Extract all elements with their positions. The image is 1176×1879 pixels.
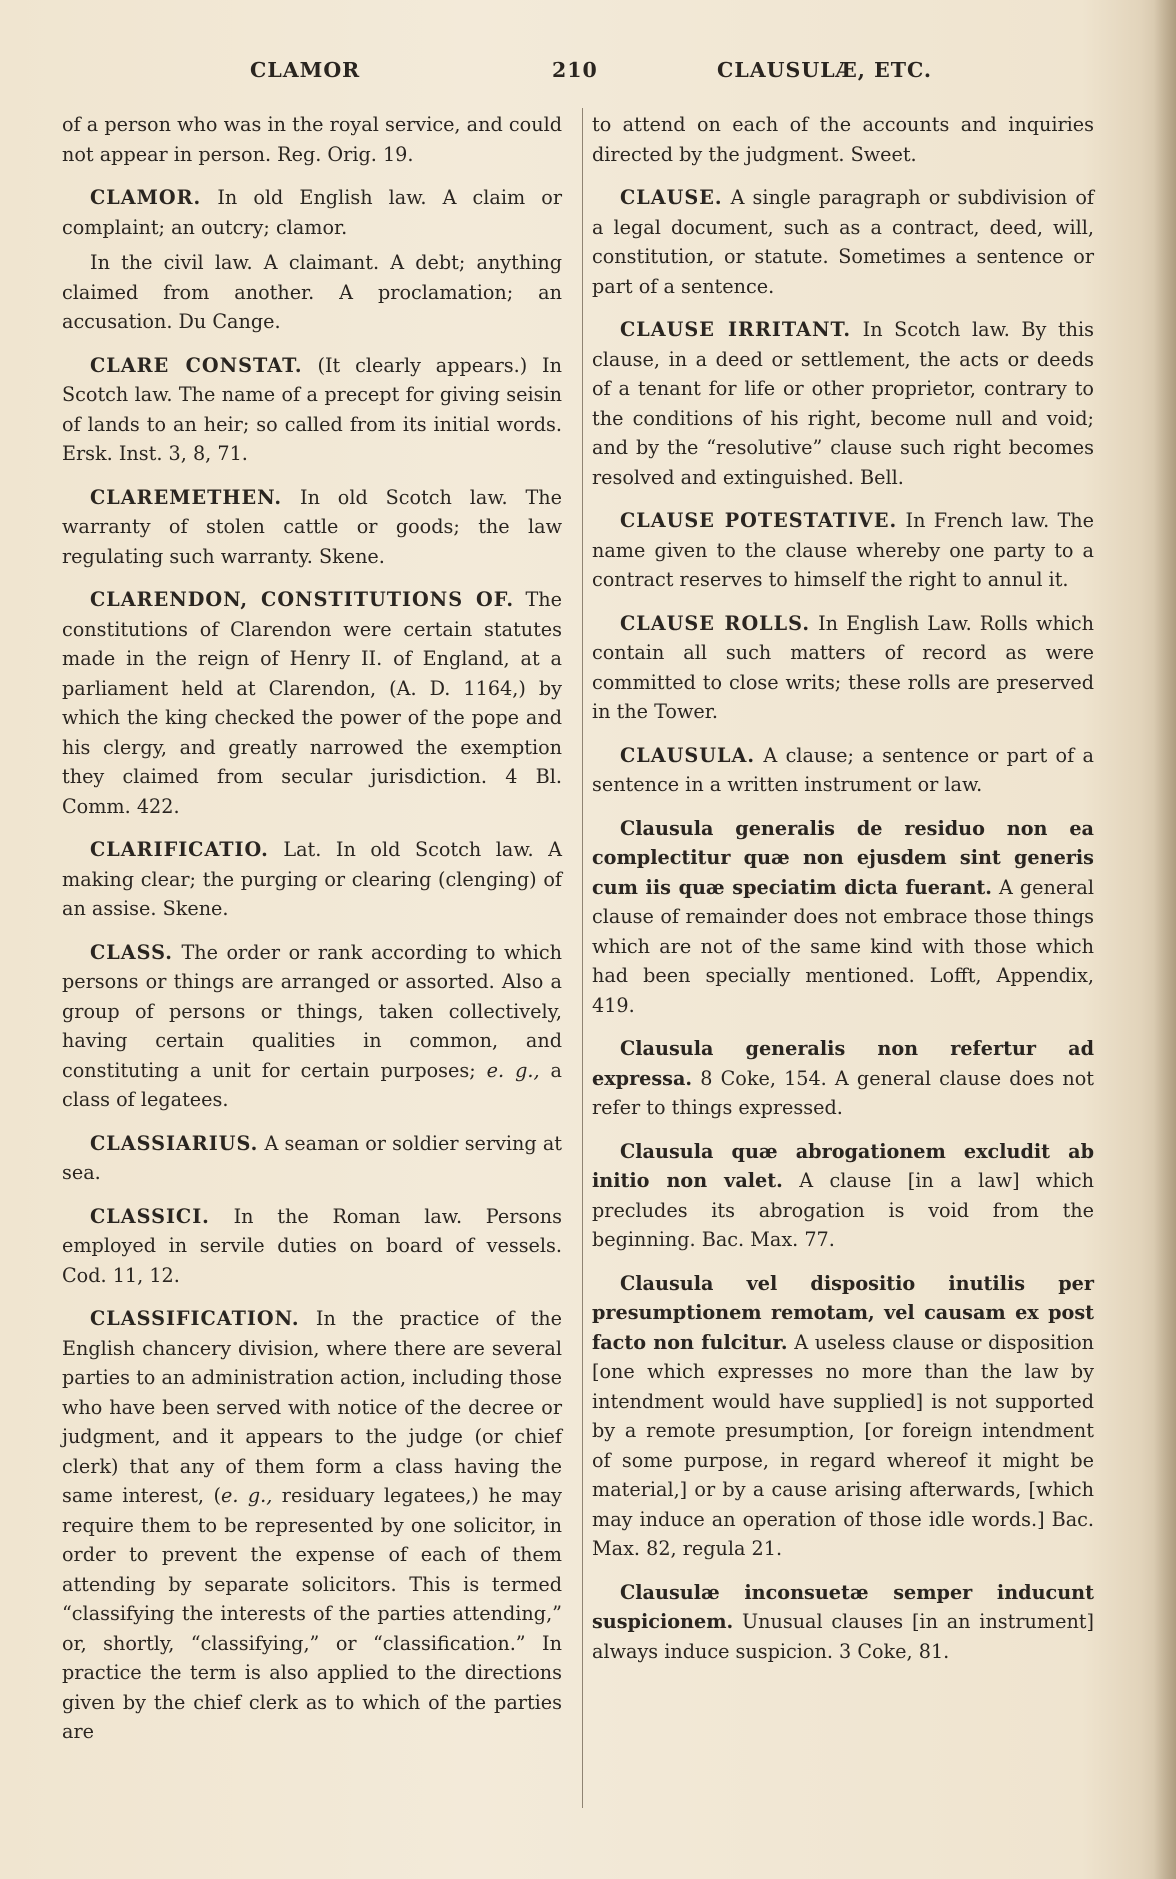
entry-text: A useless clause or disposition [one which expresses no more than the law by intendment would have supplied] is not supported by a remote presumption, [or foreign intendment of some purpose, in regard whereof it might be material,] or by a cause arising afterwards, [which may induce an operation of those idle words.] Bac. Max. 82, regula 21. — [592, 1330, 1094, 1560]
entry-classici — [62, 1202, 562, 1291]
entry-claremethen — [62, 483, 562, 572]
entry-text: In the civil law. A claimant. A debt; anything claimed from another. A proclamation; an accusation. Du Cange. — [62, 251, 562, 333]
left-column — [62, 110, 562, 1761]
entry-text: of a person who was in the royal service, and could not appear in person. Reg. Orig. 19. — [62, 113, 562, 166]
entry-class — [62, 938, 562, 1115]
entry-headword: CLAUSE. — [620, 186, 723, 209]
entry-headword: CLAUSE ROLLS. — [620, 611, 811, 635]
maxim-entry — [592, 814, 1094, 1021]
entry-text: Lat. In old Scotch law. A making clear; the purging or clearing (clenging) of an assise. Skene. — [62, 838, 562, 920]
entry-headword: CLAUSE POTESTATIVE. — [620, 509, 898, 532]
entry-clamor — [62, 183, 562, 242]
entry-text: A clause [in a law] which precludes its abrogation is void from the beginning. Bac. Max. 77. — [592, 1169, 1094, 1251]
entry-headword: CLAREMETHEN. — [90, 485, 283, 509]
entry-text: 8 Coke, 154. A general clause does not refer to things expressed. — [592, 1066, 1094, 1119]
entry-text: In French law. The name given to the clause whereby one party to a contract reserves to himself the right to annul it. — [592, 509, 1094, 591]
entry-text: In the practice of the English chancery division, where there are several parties to an administration action, including those who have been served with notice of the decree or judgment, and it appears to the judge (or chief clerk) that any of them form a class having the same interest, ( — [62, 1307, 562, 1507]
entry-text: A seaman or soldier serving at sea. — [62, 1131, 562, 1184]
entry-clamor-civil — [62, 248, 562, 337]
running-header — [60, 58, 1060, 88]
entry-headword: CLAUSULA. — [620, 743, 756, 767]
header-left-guide-word: CLAMOR — [250, 58, 361, 82]
entry-headword: CLASSIFICATION. — [90, 1307, 300, 1330]
column-divider — [582, 108, 583, 1808]
entry-italic: e. g., — [220, 1484, 273, 1507]
entry-clausula — [592, 741, 1094, 800]
entry-headword: CLASS. — [90, 940, 173, 964]
entry-text: (It clearly appears.) In Scotch law. The name of a precept for giving seisin of lands to an heir; so called from its initial words. Ersk. Inst. 3, 8, 71. — [62, 353, 562, 465]
entry-clarendon — [62, 585, 562, 821]
entry-headword: CLASSICI. — [90, 1204, 210, 1228]
entry-text: In English Law. Rolls which contain all such matters of record as were committed to close writs; these rolls are preserved in the Tower. — [592, 611, 1094, 723]
maxim-text: Clausulæ inconsuetæ semper inducunt suspicionem. — [592, 1580, 1094, 1633]
entry-text: In the Roman law. Persons employed in servile duties on board of vessels. Cod. 11, 12. — [62, 1204, 562, 1287]
continued-entry — [592, 110, 1094, 169]
page-number: 210 — [552, 58, 598, 82]
entry-clause-irritant — [592, 315, 1094, 492]
entry-classiarius — [62, 1129, 562, 1188]
entry-text: A clause; a sentence or part of a sentence in a written instrument or law. — [592, 743, 1094, 796]
entry-text: In old English law. A claim or complaint; an outcry; clamor. — [62, 186, 562, 239]
entry-text: The constitutions of Clarendon were certain statutes made in the reign of Henry II. of England, at a parliament held at Clarendon, (A. D. 1164,) by which the king checked the power of the pope and his clergy, and greatly narrowed the exemption they claimed from secular jurisdiction. 4 Bl. Comm. 422. — [62, 588, 562, 818]
page-edge-shadow — [1154, 0, 1176, 1879]
entry-text-tail: residuary legatees,) he may require them to be represented by one solicitor, in order to prevent the expense of each of them attending by separate solicitors. This is termed “classifying the interests of the parties attending,” or, shortly, “classifying,” or “classification.” In practice the term is also applied to the directions given by the chief clerk as to which of the parties are — [62, 1484, 562, 1743]
entry-headword: CLARE CONSTAT. — [90, 353, 303, 377]
entry-headword: CLASSIARIUS. — [90, 1131, 259, 1155]
entry-headword: CLAUSE IRRITANT. — [620, 318, 852, 341]
right-column — [592, 110, 1094, 1680]
entry-headword: CLARIFICATIO. — [90, 838, 269, 861]
entry-text: A single paragraph or subdivision of a legal document, such as a contract, deed, will, constitution, or statute. Sometimes a sentence or part of a sentence. — [592, 186, 1094, 298]
entry-classification — [62, 1304, 562, 1747]
continued-entry — [62, 110, 562, 169]
entry-clause — [592, 183, 1094, 301]
maxim-entry — [592, 1269, 1094, 1564]
entry-clause-rolls — [592, 609, 1094, 727]
entry-text: In Scotch law. By this clause, in a deed or settlement, the acts or deeds of a tenant for life or other proprietor, contrary to the conditions of his right, become null and void; and by the “resolutive” clause such right becomes resolved and extinguished. Bell. — [592, 318, 1094, 489]
entry-text: In old Scotch law. The warranty of stolen cattle or goods; the law regulating such warranty. Skene. — [62, 485, 562, 568]
maxim-text: Clausula quæ abrogationem excludit ab initio non valet. — [592, 1139, 1094, 1192]
maxim-text: Clausula vel dispositio inutilis per presumptionem remotam, vel causam ex post facto non fulcitur. — [592, 1271, 1094, 1354]
entry-clarificatio — [62, 835, 562, 924]
entry-clause-potestative — [592, 506, 1094, 595]
entry-text: to attend on each of the accounts and inquiries directed by the judgment. Sweet. — [592, 113, 1094, 166]
entry-text: The order or rank according to which persons or things are arranged or assorted. Also a group of persons or things, taken collectively, having certain qualities in common, and constituting a unit for certain purposes; — [62, 940, 562, 1082]
entry-clare-constat — [62, 351, 562, 469]
maxim-entry — [592, 1034, 1094, 1123]
entry-italic: e. g., — [486, 1058, 540, 1082]
maxim-text: Clausula generalis de residuo non ea complectitur quæ non ejusdem sint generis cum iis quæ speciatim dicta fuerant. — [592, 816, 1094, 899]
maxim-entry — [592, 1137, 1094, 1255]
entry-headword: CLAMOR. — [90, 186, 202, 209]
entry-text: Unusual clauses [in an instrument] always induce suspicion. 3 Coke, 81. — [592, 1610, 1094, 1663]
header-right-guide-word: CLAUSULÆ, ETC. — [717, 58, 933, 82]
entry-text: A general clause of remainder does not embrace those things which are not of the same kind with those which had been specially mentioned. Lofft, Appendix, 419. — [592, 875, 1094, 1017]
maxim-entry — [592, 1578, 1094, 1667]
entry-text-tail: a class of legatees. — [62, 1058, 562, 1111]
entry-headword: CLARENDON, CONSTITUTIONS OF. — [90, 588, 515, 611]
maxim-text: Clausula generalis non refertur ad expressa. — [592, 1037, 1094, 1090]
